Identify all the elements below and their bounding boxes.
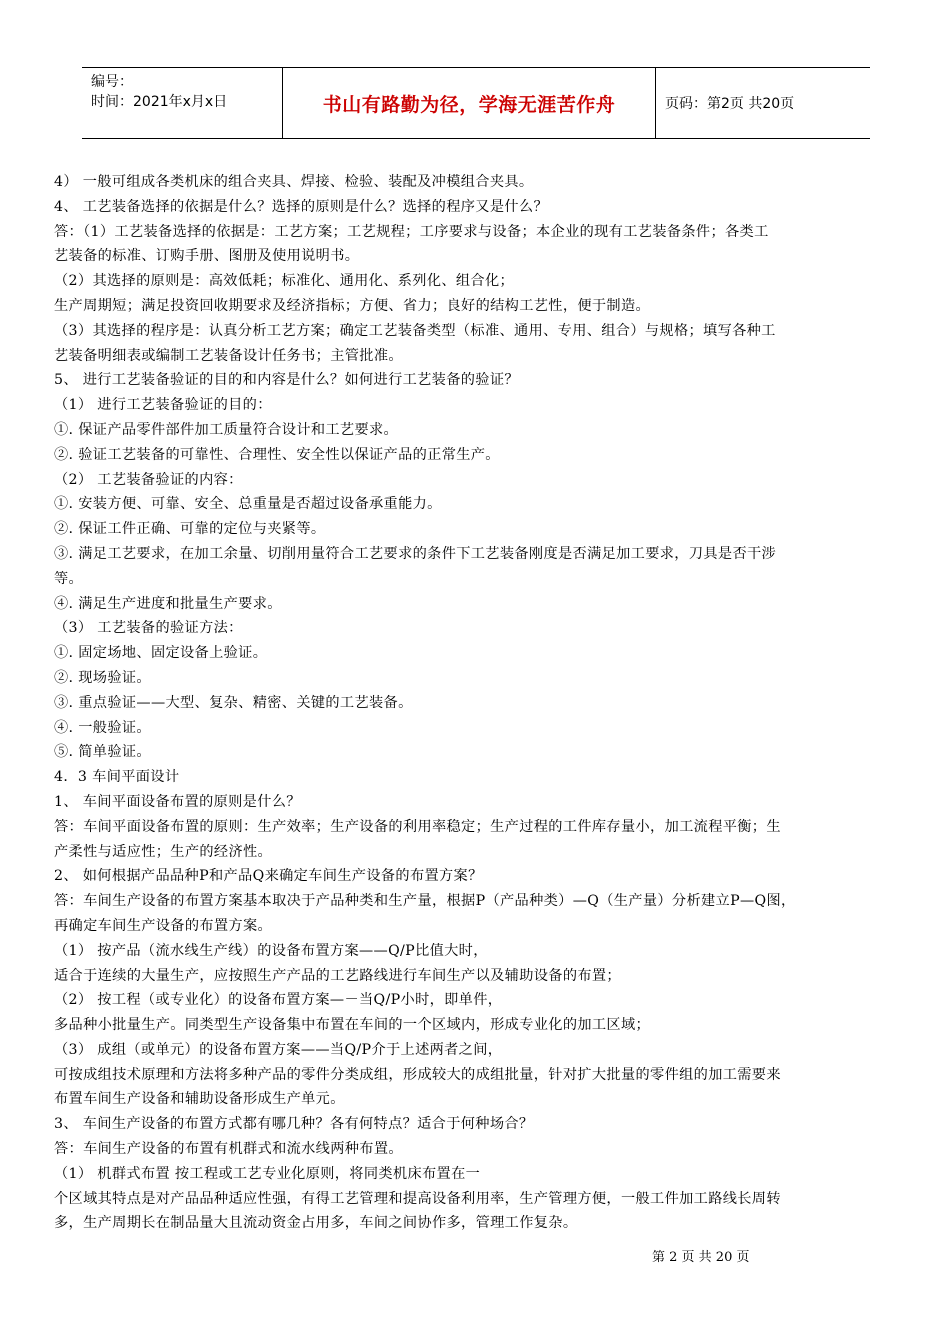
text-line: ②. 现场验证。 xyxy=(54,669,151,686)
text-line: （1） 进行工艺装备验证的目的： xyxy=(54,397,272,414)
page-header xyxy=(82,67,870,139)
document-body xyxy=(54,170,896,1236)
header-motto: 书山有路勤为径，学海无涯苦作舟 xyxy=(283,68,656,138)
text-line: 艺装备的标准、订购手册、图册及使用说明书。 xyxy=(54,248,360,265)
text-line: 4、 工艺装备选择的依据是什么？选择的原则是什么？选择的程序又是什么？ xyxy=(54,198,548,215)
text-line: 答：（1）工艺装备选择的依据是：工艺方案；工艺规程；工序要求与设备；本企业的现有工艺装备条件；各类工 xyxy=(54,223,769,240)
text-line: 答：车间平面设备布置的原则：生产效率；生产设备的利用率稳定；生产过程的工件库存量小，加工流程平衡；生 xyxy=(54,818,781,835)
text-line: 个区域其特点是对产品品种适应性强，有得工艺管理和提高设备利用率，生产管理方便，一般工件加工路线长周转 xyxy=(54,1190,781,1207)
text-line: 2、 如何根据产品品种P和产品Q来确定车间生产设备的布置方案？ xyxy=(54,868,483,885)
text-line: （2）其选择的原则是：高效低耗；标准化、通用化、系列化、组合化； xyxy=(54,273,515,290)
text-line: ③. 重点验证——大型、复杂、精密、关键的工艺装备。 xyxy=(54,694,413,711)
document-date: 时间：2021年x月x日 xyxy=(91,94,228,110)
text-line: ②. 验证工艺装备的可靠性、合理性、安全性以保证产品的正常生产。 xyxy=(54,446,500,463)
text-line: 答：车间生产设备的布置方案基本取决于产品种类和生产量，根据P（产品种类）—Q（生产量）分析建立P—Q图， xyxy=(54,893,796,910)
text-line: 答：车间生产设备的布置有机群式和流水线两种布置。 xyxy=(54,1141,403,1158)
text-line: （3）其选择的程序是：认真分析工艺方案；确定工艺装备类型（标准、通用、专用、组合）与规格；填写各种工 xyxy=(54,322,776,339)
text-line: 布置车间生产设备和辅助设备形成生产单元。 xyxy=(54,1091,345,1108)
text-line: ③. 满足工艺要求，在加工余量、切削用量符合工艺要求的条件下工艺装备刚度是否满足加工要求，刀具是否干涉 xyxy=(54,545,777,562)
text-line: 4） 一般可组成各类机床的组合夹具、焊接、检验、装配及冲模组合夹具。 xyxy=(54,174,534,190)
text-line: （3） 工艺装备的验证方法： xyxy=(54,620,243,637)
text-line: 可按成组技术原理和方法将多种产品的零件分类成组，形成较大的成组批量，针对扩大批量的零件组的加工需要来 xyxy=(54,1066,781,1083)
text-line: 产柔性与适应性；生产的经济性。 xyxy=(54,843,273,860)
text-line: 等。 xyxy=(54,570,84,587)
text-line: 4．3 车间平面设计 xyxy=(54,769,180,786)
header-page-info: 页码：第2页 共20页 xyxy=(665,96,795,112)
text-line: 多品种小批量生产。同类型生产设备集中布置在车间的一个区域内，形成专业化的加工区域； xyxy=(54,1017,651,1034)
text-line: 3、 车间生产设备的布置方式都有哪几种？各有何特点？适合于何种场合？ xyxy=(54,1116,534,1133)
text-line: （3） 成组（或单元）的设备布置方案——当Q/P介于上述两者之间， xyxy=(54,1041,503,1058)
text-line: 1、 车间平面设备布置的原则是什么？ xyxy=(54,793,301,810)
text-line: 生产周期短；满足投资回收期要求及经济指标；方便、省力；良好的结构工艺性，便于制造。 xyxy=(54,297,651,314)
text-line: ④. 一般验证。 xyxy=(54,719,151,736)
text-line: ①. 保证产品零件部件加工质量符合设计和工艺要求。 xyxy=(54,421,399,438)
header-meta xyxy=(82,68,283,138)
document-number: 编号： xyxy=(91,74,133,90)
text-line: 5、 进行工艺装备验证的目的和内容是什么？如何进行工艺装备的验证？ xyxy=(54,372,519,389)
text-line: （1） 按产品（流水线生产线）的设备布置方案——Q/P比值大时， xyxy=(54,942,488,959)
text-line: ④. 满足生产进度和批量生产要求。 xyxy=(54,595,282,612)
text-line: ①. 固定场地、固定设备上验证。 xyxy=(54,645,268,662)
text-line: 艺装备明细表或编制工艺装备设计任务书；主管批准。 xyxy=(54,347,403,364)
page-footer: 第 2 页 共 20 页 xyxy=(652,1250,750,1265)
text-line: ②. 保证工件正确、可靠的定位与夹紧等。 xyxy=(54,521,326,538)
text-line: 多，生产周期长在制品量大且流动资金占用多，车间之间协作多，管理工作复杂。 xyxy=(54,1215,578,1232)
text-line: （2） 工艺装备验证的内容： xyxy=(54,471,243,488)
text-line: ①. 安装方便、可靠、安全、总重量是否超过设备承重能力。 xyxy=(54,496,442,513)
text-line: ⑤. 简单验证。 xyxy=(54,744,151,761)
text-line: 适合于连续的大量生产，应按照生产产品的工艺路线进行车间生产以及辅助设备的布置； xyxy=(54,967,621,984)
text-line: （2） 按工程（或专业化）的设备布置方案—－当Q/P小时，即单件， xyxy=(54,992,503,1009)
text-line: 再确定车间生产设备的布置方案。 xyxy=(54,917,273,934)
text-line: （1） 机群式布置 按工程或工艺专业化原则，将同类机床布置在一 xyxy=(54,1165,481,1182)
